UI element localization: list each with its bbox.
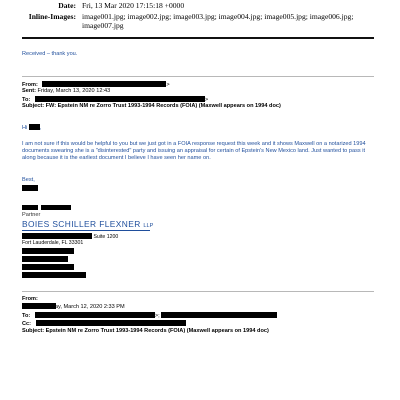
redaction — [22, 185, 38, 191]
fw-to-suffix: > — [204, 97, 209, 103]
redaction — [161, 312, 277, 318]
redaction — [22, 248, 74, 254]
orig-from-label: From: — [22, 296, 38, 302]
orig-cc-label: Cc: — [22, 321, 32, 327]
orig-subject-row — [22, 328, 269, 335]
greeting — [22, 124, 41, 132]
forward-body-paragraph: I am not sure if this would be helpful to you but we just got in a FOIA response request this week and it shows Maxwell on a notarized 1994 documents swearing she is a "disinterested" party and issuing an appraisal for certain of Epstein's New Mexico land. Just wanted to pass it along because it is the earliest document I believe I have seen her name on. — [22, 141, 366, 162]
fw-from-label: From: — [22, 82, 38, 88]
signature-title: Partner — [22, 212, 41, 218]
reply-text: Received – thank you. — [22, 51, 78, 57]
address-city: Fort Lauderdale, FL 33301 — [22, 240, 84, 246]
greeting-comma: , — [39, 125, 42, 131]
inline-images-label: Inline-Images: — [28, 12, 76, 21]
fw-subject-row — [22, 103, 281, 110]
orig-subject-value: Epstein NM re Zorro Trust 1993-1994 Records (FOIA) (Maxwell appears on 1994 doc) — [45, 328, 269, 334]
fw-subject-value: FW: Epstein NM re Zorro Trust 1993-1994 Records (FOIA) (Maxwell appears on 1994 doc) — [45, 103, 281, 109]
firm-name-text: BOIES SCHILLER FLEXNER — [22, 219, 141, 229]
date-label: Date: — [58, 1, 76, 10]
redaction — [22, 233, 92, 239]
fw-from-suffix: > — [166, 82, 170, 88]
orig-subject-label: Subject: — [22, 328, 45, 334]
redaction — [29, 124, 40, 130]
header-inline-images-row — [0, 12, 400, 21]
redaction — [35, 96, 205, 102]
redaction — [36, 320, 186, 326]
orig-cc-row — [22, 320, 186, 328]
date-value: Fri, 13 Mar 2020 17:15:18 +0000 — [82, 1, 185, 10]
firm-name — [22, 219, 153, 229]
firm-underline — [22, 230, 150, 231]
inline-images-value: image001.jpg; image002.jpg; image003.jpg; image004.jpg; image005.jpg; image006.jpg; — [82, 12, 354, 21]
redaction — [22, 205, 38, 210]
orig-to-row — [22, 312, 277, 320]
fw-sent-label: Sent: — [22, 88, 36, 94]
orig-from-row — [22, 296, 38, 303]
redaction — [35, 312, 155, 318]
original-separator — [22, 291, 374, 292]
redaction — [42, 81, 166, 87]
header-inline-images-row-2 — [0, 21, 400, 30]
inline-images-value-2: image007.jpg — [82, 21, 124, 30]
header-rule — [22, 37, 374, 39]
signoff: Best, — [22, 177, 35, 183]
redaction — [22, 272, 86, 278]
fw-sent-value: Friday, March 13, 2020 12:43 — [37, 88, 111, 94]
firm-suffix: LLP — [143, 223, 154, 229]
orig-sent-label: Sent: — [22, 304, 36, 310]
forward-separator — [22, 76, 374, 77]
orig-sent-value: Thursday, March 12, 2020 2:33 PM — [37, 304, 125, 310]
redaction — [41, 205, 71, 210]
orig-sent-row — [22, 304, 125, 311]
orig-to-mid: >; — [154, 313, 160, 319]
greeting-word: Hi — [22, 125, 28, 131]
fw-subject-label: Subject: — [22, 103, 45, 109]
address-suite: Suite 1200 — [93, 234, 119, 240]
header-date-row — [0, 1, 400, 10]
redaction — [22, 264, 74, 270]
orig-to-label: To: — [22, 313, 31, 319]
fw-to-label: To: — [22, 97, 31, 103]
redaction — [22, 256, 68, 262]
fw-sent-row — [22, 88, 110, 95]
